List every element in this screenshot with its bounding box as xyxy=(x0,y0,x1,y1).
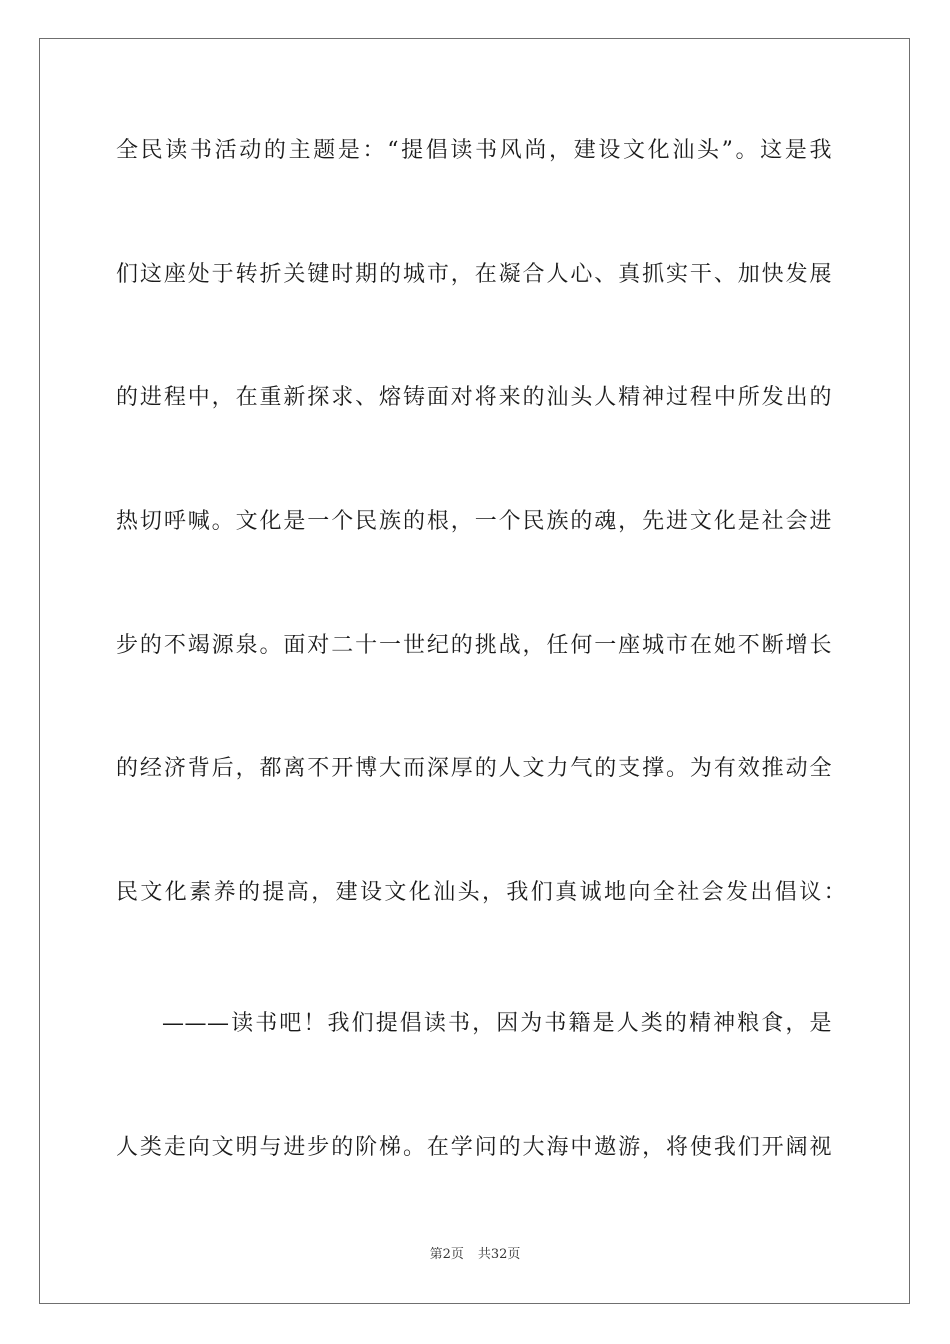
paragraph-line-7: 民文化素养的提高，建设文化汕头，我们真诚地向全社会发出倡议： xyxy=(116,880,849,905)
paragraph-line-8: ———读书吧！我们提倡读书，因为书籍是人类的精神粮食，是 xyxy=(162,1011,832,1036)
paragraph-line-2: 们这座处于转折关键时期的城市，在凝合人心、真抓实干、加快发展 xyxy=(116,262,832,287)
page-border xyxy=(39,38,910,1304)
page-footer xyxy=(0,1246,950,1264)
paragraph-line-3: 的进程中，在重新探求、熔铸面对将来的汕头人精神过程中所发出的 xyxy=(116,385,832,410)
page-number: 第2页 xyxy=(429,1247,464,1262)
paragraph-line-6: 的经济背后，都离不开博大而深厚的人文力气的支撑。为有效推动全 xyxy=(116,756,832,781)
paragraph-line-9: 人类走向文明与进步的阶梯。在学问的大海中遨游，将使我们开阔视 xyxy=(116,1135,832,1160)
paragraph-line-4: 热切呼喊。文化是一个民族的根，一个民族的魂，先进文化是社会进 xyxy=(116,509,832,534)
page-total: 共32页 xyxy=(477,1247,521,1262)
paragraph-line-5: 步的不竭源泉。面对二十一世纪的挑战，任何一座城市在她不断增长 xyxy=(116,633,832,658)
paragraph-line-1: 全民读书活动的主题是：“提倡读书风尚，建设文化汕头”。这是我 xyxy=(116,138,832,163)
